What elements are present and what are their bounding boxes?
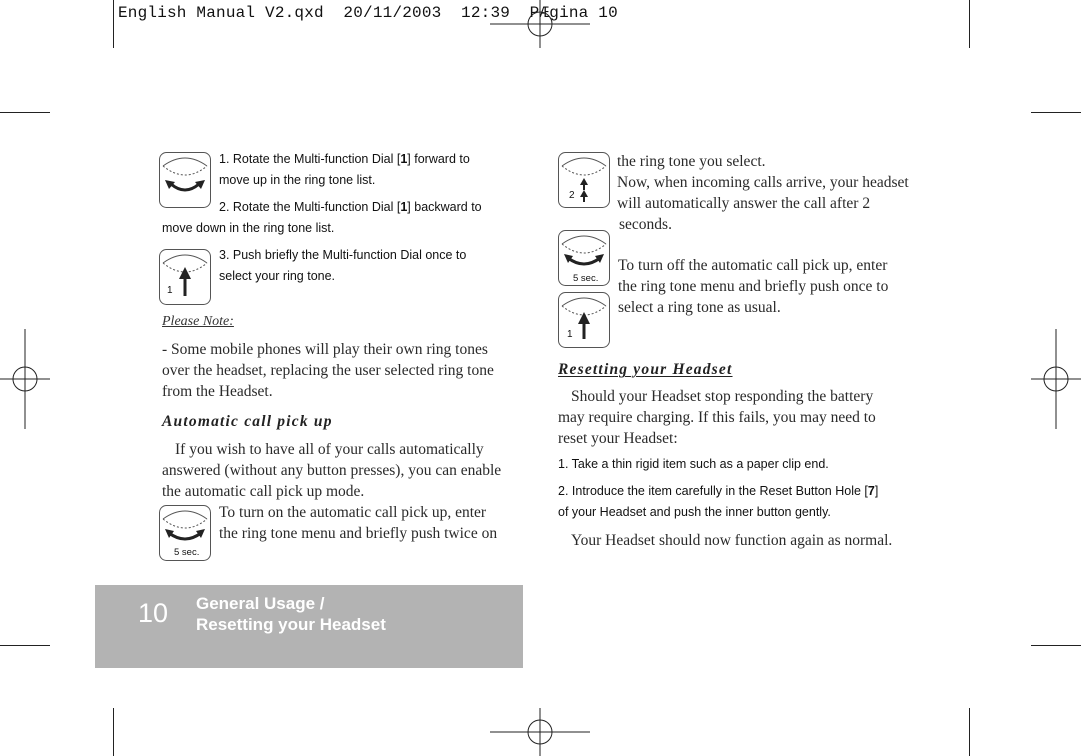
section-heading-reset: Resetting your Headset (558, 361, 733, 378)
page-number: 10 (138, 598, 169, 628)
print-slug: English Manual V2.qxd 20/11/2003 12:39 PÆgina 10 (118, 4, 618, 22)
section-heading-auto-pickup: Automatic call pick up (162, 413, 333, 430)
button-number-label: 2 (569, 190, 575, 201)
footer-section-title: General Usage / Resetting your Headset (196, 594, 386, 634)
registration-mark-icon (1031, 329, 1081, 429)
push-dial-icon (558, 292, 610, 348)
hold-duration-label: 5 sec. (573, 273, 599, 284)
crop-mark (113, 708, 114, 756)
crop-mark (1031, 645, 1081, 646)
reset-paragraph: Should your Headset stop responding the battery may require charging. If this fails, you may need to reset your Headset: (558, 388, 876, 447)
hold-duration-label: 5 sec. (174, 547, 200, 558)
instruction-step-1: 1. Rotate the Multi-function Dial [1] forward to move up in the ring tone list. (219, 152, 470, 187)
button-number-label: 1 (567, 329, 573, 340)
button-number-label: 1 (167, 285, 173, 296)
reset-final-text: Your Headset should now function again as normal. (571, 532, 893, 549)
note-text: - Some mobile phones will play their own ring tones over the headset, replacing the user selected ring tone from the Headset. (162, 341, 494, 400)
reset-step-1: 1. Take a thin rigid item such as a paper clip end. (558, 457, 829, 471)
crop-mark (113, 0, 114, 48)
instruction-step-2-cont: move down in the ring tone list. (162, 221, 335, 235)
auto-pickup-instruction: To turn on the automatic call pick up, enter the ring tone menu and briefly push twice on (219, 504, 498, 542)
instruction-step-2: 2. Rotate the Multi-function Dial [1] backward to (219, 200, 482, 214)
auto-pickup-off-instruction: To turn off the automatic call pick up, enter the ring tone menu and briefly push once to select a ring tone as usual. (618, 257, 889, 316)
crop-mark (0, 112, 50, 113)
crop-mark (969, 0, 970, 48)
crop-mark (969, 708, 970, 756)
registration-mark-icon (0, 329, 50, 429)
instruction-step-3: 3. Push briefly the Multi-function Dial once to select your ring tone. (219, 248, 467, 283)
double-push-dial-icon (558, 152, 610, 208)
please-note-label: Please Note: (162, 314, 234, 329)
auto-pickup-continued: the ring tone you select. Now, when incoming calls arrive, your headset will automatically answer the call after 2 seconds. (617, 153, 909, 233)
auto-pickup-paragraph: If you wish to have all of your calls automatically answered (without any button presses), you can enable the automatic call pick up mode. (162, 441, 502, 500)
crop-mark (0, 645, 50, 646)
reset-step-2: 2. Introduce the item carefully in the Reset Button Hole [7] of your Headset and push the inner button gently. (558, 484, 879, 519)
crop-mark (1031, 112, 1081, 113)
registration-mark-icon (490, 708, 590, 756)
rotate-dial-icon (159, 152, 211, 208)
registration-mark-icon (490, 0, 590, 48)
